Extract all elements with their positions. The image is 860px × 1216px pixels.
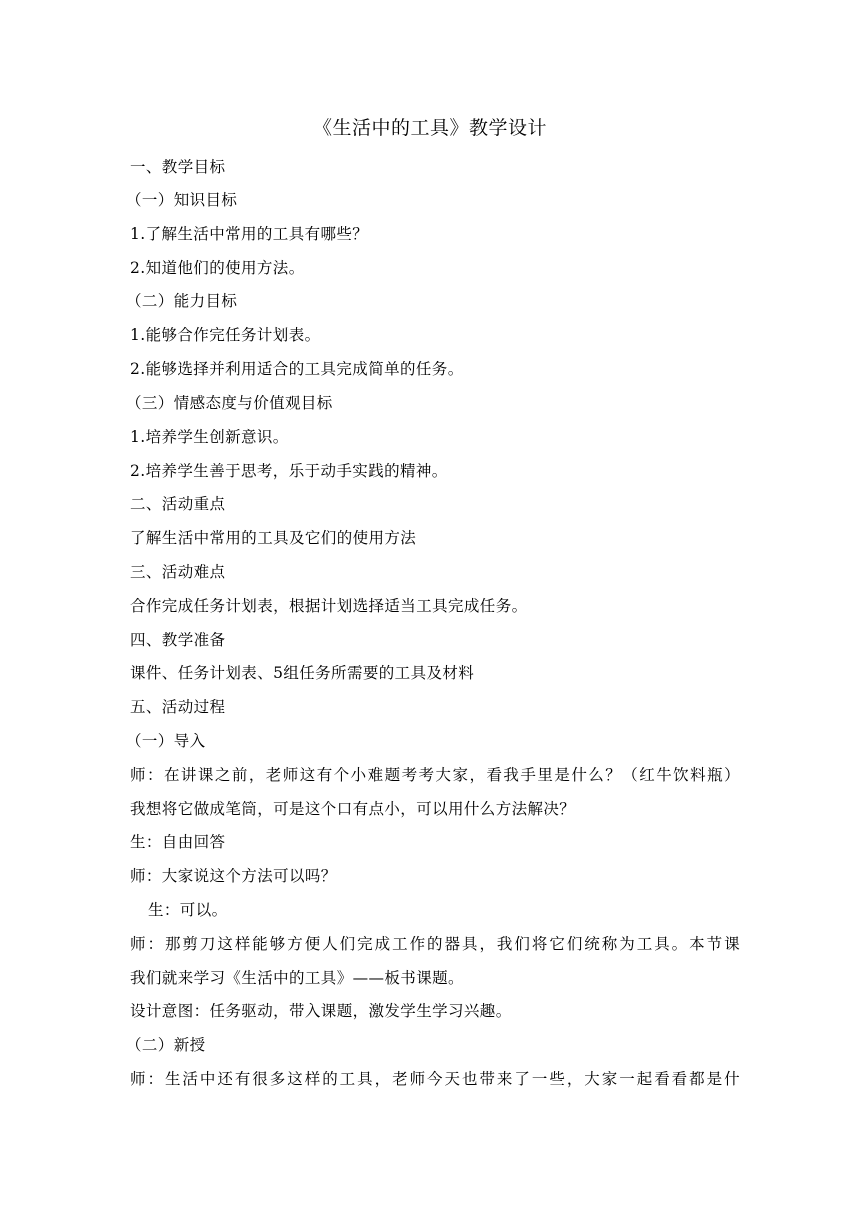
section-heading-process: 五、活动过程 — [130, 698, 226, 716]
dialogue-line: 生：自由回答 — [130, 833, 226, 851]
subsection-introduction: （一）导入 — [126, 732, 206, 750]
section-heading-difficulties: 三、活动难点 — [130, 563, 226, 581]
design-intent-text: 设计意图：任务驱动，带入课题，激发学生学习兴趣。 — [130, 1002, 512, 1020]
dialogue-line: 师：那剪刀这样能够方便人们完成工作的器具，我们将它们统称为工具。本节课 — [130, 935, 740, 953]
section-heading-objectives: 一、教学目标 — [130, 158, 226, 176]
difficulties-text: 合作完成任务计划表，根据计划选择适当工具完成任务。 — [130, 597, 528, 615]
document-title: 《生活中的工具》教学设计 — [312, 117, 547, 139]
dialogue-line: 师：生活中还有很多这样的工具，老师今天也带来了一些，大家一起看看都是什 — [130, 1070, 740, 1088]
dialogue-line: 生：可以。 — [148, 901, 228, 919]
key-points-text: 了解生活中常用的工具及它们的使用方法 — [130, 529, 417, 547]
ability-goal-2: 2.能够选择并利用适合的工具完成简单的任务。 — [130, 360, 464, 378]
knowledge-goal-1: 1.了解生活中常用的工具有哪些？ — [130, 225, 369, 243]
preparation-text: 课件、任务计划表、5组任务所需要的工具及材料 — [130, 664, 475, 682]
subsection-new-lesson: （二）新授 — [126, 1036, 206, 1054]
knowledge-goal-2: 2.知道他们的使用方法。 — [130, 259, 305, 277]
dialogue-line: 师：大家说这个方法可以吗？ — [130, 867, 337, 885]
attitude-goal-2: 2.培养学生善于思考，乐于动手实践的精神。 — [130, 462, 448, 480]
subsection-attitude-goals: （三）情感态度与价值观目标 — [126, 394, 333, 412]
section-heading-preparation: 四、教学准备 — [130, 631, 226, 649]
attitude-goal-1: 1.培养学生创新意识。 — [130, 428, 289, 446]
dialogue-line: 我们就来学习《生活中的工具》——板书课题。 — [130, 969, 464, 987]
ability-goal-1: 1.能够合作完任务计划表。 — [130, 326, 321, 344]
dialogue-line: 师：在讲课之前，老师这有个小难题考考大家，看我手里是什么？（红牛饮料瓶） — [130, 766, 740, 784]
section-heading-key-points: 二、活动重点 — [130, 495, 226, 513]
dialogue-line: 我想将它做成笔筒，可是这个口有点小，可以用什么方法解决？ — [130, 800, 576, 818]
subsection-knowledge-goals: （一）知识目标 — [126, 191, 238, 209]
subsection-ability-goals: （二）能力目标 — [126, 292, 238, 310]
